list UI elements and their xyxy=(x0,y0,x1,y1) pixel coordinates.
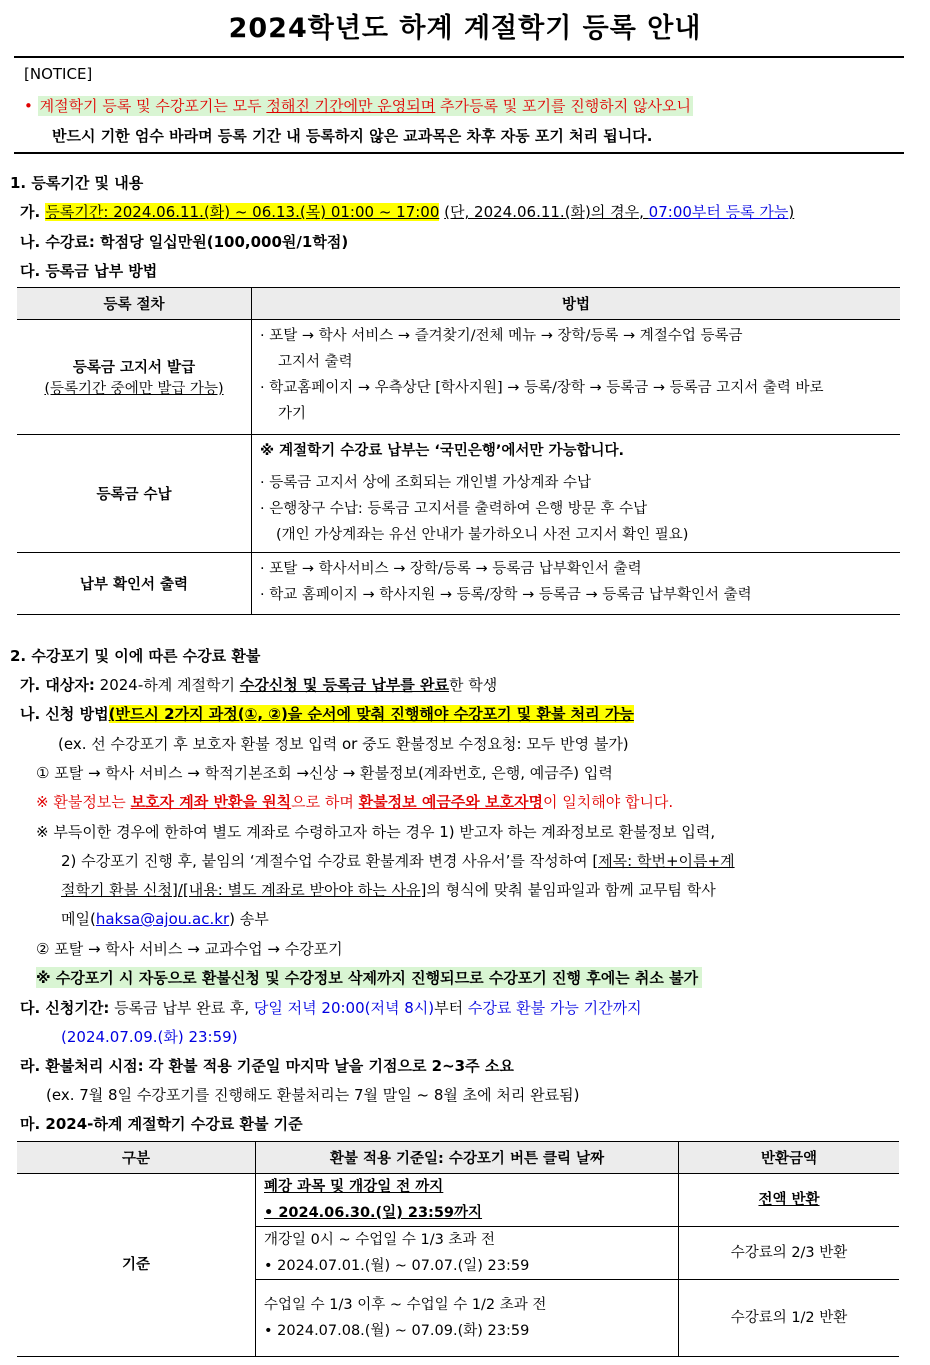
table-row xyxy=(17,435,900,553)
divider xyxy=(14,56,904,58)
s2-ga-label: 가. 대상자: xyxy=(20,676,95,694)
warning-2-line-3 xyxy=(61,879,716,900)
table-header: 방법 xyxy=(252,288,901,320)
warn1-b: 보호자 계좌 반환을 원칙 xyxy=(130,793,292,811)
table-cell xyxy=(256,1174,679,1227)
r2-line: · 등록금 고지서 상에 조회되는 개인별 가상계좌 수납 xyxy=(260,475,592,491)
s2-da-a: 등록금 납부 완료 후, xyxy=(109,999,254,1017)
table-cell xyxy=(17,320,252,435)
table-cell: 수강료의 1/2 반환 xyxy=(679,1280,900,1357)
r3-line: · 학교 홈페이지 → 학사지원 → 등록/장학 → 등록금 → 등록금 납부확인서 출력 xyxy=(260,587,752,603)
r1-line: 고지서 출력 xyxy=(278,354,353,370)
notice-line-1 xyxy=(24,95,904,116)
table-cell xyxy=(256,1227,679,1280)
table-cell: 기준 xyxy=(17,1174,256,1357)
s2-ga-line xyxy=(20,674,497,695)
s1-na: 나. 수강료: 학점당 일십만원(100,000원/1학점) xyxy=(20,233,349,251)
table-header: 환불 적용 기준일: 수강포기 버튼 클릭 날짜 xyxy=(256,1142,679,1174)
notice-line-2: 반드시 기한 엄수 바라며 등록 기간 내 등록하지 않은 교과목은 차후 자동 포기 처리 됩니다. xyxy=(52,127,653,145)
s2-na-example: (ex. 선 수강포기 후 보호자 환불 정보 입력 or 중도 환불정보 수정요청: 모두 반영 불가) xyxy=(58,735,629,753)
r2-date: • 2024.07.01.(월) ~ 07.07.(일) 23:59 xyxy=(264,1258,530,1274)
r1-date: • 2024.06.30.(일) 23:59까지 xyxy=(264,1205,483,1221)
warn1-e: 이 일치해야 합니다. xyxy=(542,793,674,811)
table-row xyxy=(17,320,900,435)
warn1-a: ※ 환불정보는 xyxy=(36,793,131,811)
s2-na-label: 나. 신청 방법 xyxy=(20,705,109,723)
s2-ma: 마. 2024-하계 계절학기 수강료 환불 기준 xyxy=(20,1115,303,1133)
r2-line: (개인 가상계좌는 유선 안내가 불가하오니 사전 고지서 확인 필요) xyxy=(276,527,689,543)
s2-na-line xyxy=(20,703,634,724)
r1-key: 등록금 고지서 발급 xyxy=(72,360,196,376)
s2-ga-text-a: 2024-하계 계절학기 xyxy=(94,676,240,694)
s2-da-line xyxy=(20,997,642,1018)
s2-ga-text-c: 한 학생 xyxy=(449,676,498,694)
r1-line: 가기 xyxy=(278,406,307,422)
s2-da-d: 수강료 환불 가능 기간까지 xyxy=(467,999,642,1017)
table-cell xyxy=(256,1280,679,1357)
s2-da-e: (2024.07.09.(화) 23:59) xyxy=(61,1028,238,1046)
table-cell: 등록금 수납 xyxy=(17,435,252,553)
payment-method-table xyxy=(17,287,900,615)
page-title: 2024학년도 하계 계절학기 등록 안내 xyxy=(228,13,702,44)
warn2-l4b: ) 송부 xyxy=(229,910,269,928)
r1-line: · 학교홈페이지 → 우측상단 [학사지원] → 등록/장학 → 등록금 → 등록금 고지서 출력 바로 xyxy=(260,380,824,396)
warn1-d: 환불정보 예금주와 보호자명 xyxy=(358,793,543,811)
warn2-l4a: 메일( xyxy=(61,910,96,928)
table-header: 등록 절차 xyxy=(17,288,252,320)
email-link[interactable]: haksa@ajou.ac.kr xyxy=(95,910,230,928)
table-cell xyxy=(252,553,901,615)
section-1-heading: 1. 등록기간 및 내용 xyxy=(10,174,144,192)
notice-bullet: • xyxy=(24,97,33,115)
divider xyxy=(14,152,904,154)
r2-criteria: 개강일 0시 ~ 수업일 수 1/3 초과 전 xyxy=(264,1232,496,1248)
s2-da-c: 부터 xyxy=(434,999,468,1017)
warning-2-line-2 xyxy=(61,850,735,871)
table-row xyxy=(17,1174,899,1227)
warning-3: ※ 수강포기 시 자동으로 환불신청 및 수강정보 삭제까지 진행되므로 수강포기 진행 후에는 취소 불가 xyxy=(36,967,702,988)
table-cell xyxy=(252,435,901,553)
refund-table xyxy=(17,1141,899,1357)
step-1: ① 포탈 → 학사 서비스 → 학적기본조회 →신상 → 환불정보(계좌번호, 은행, 예금주) 입력 xyxy=(36,764,613,782)
notice-text-a: 계절학기 등록 및 수강포기는 모두 xyxy=(39,97,267,115)
warn1-c: 으로 하며 xyxy=(291,793,359,811)
table-header: 구분 xyxy=(17,1142,256,1174)
s2-da-label: 다. 신청기간: xyxy=(20,999,110,1017)
table-cell: 전액 반환 xyxy=(679,1174,900,1227)
s2-na-highlight: (반드시 2가지 과정(①, ②)을 순서에 맞춰 진행해야 수강포기 및 환불 처리 가능 xyxy=(108,705,634,723)
warning-2-line-1: ※ 부득이한 경우에 한하여 별도 계좌로 수령하고자 하는 경우 1) 받고자 하는 계좌정보로 환불정보 입력, xyxy=(36,823,716,841)
warn2-l3a: 절학기 환불 신청]/[내용: 별도 계좌로 받아야 하는 사유] xyxy=(61,881,427,899)
s1-ga-note-a: (단, 2024.06.11.(화)의 경우, xyxy=(444,203,649,221)
notice-highlight xyxy=(38,96,693,116)
s1-ga-note-c: ) xyxy=(788,203,795,221)
step-2: ② 포탈 → 학사 서비스 → 교과수업 → 수강포기 xyxy=(36,940,343,958)
table-cell: 납부 확인서 출력 xyxy=(17,553,252,615)
section-2-heading: 2. 수강포기 및 이에 따른 수강료 환불 xyxy=(10,647,261,665)
table-row xyxy=(17,553,900,615)
r1-key-sub: (등록기간 중에만 발급 가능) xyxy=(44,381,224,397)
r3-criteria: 수업일 수 1/3 이후 ~ 수업일 수 1/2 초과 전 xyxy=(264,1297,547,1313)
s2-ra: 라. 환불처리 시점: 각 환불 적용 기준일 마지막 날을 기점으로 2~3주 소요 xyxy=(20,1057,514,1075)
s2-da-b: 당일 저녁 20:00(저녁 8시) xyxy=(253,999,435,1017)
s1-ga-note-b: 07:00부터 등록 가능 xyxy=(648,203,789,221)
notice-text-b: 정해진 기간에만 운영되며 xyxy=(266,97,436,115)
notice-text-c: 추가등록 및 포기를 진행하지 않사오니 xyxy=(435,97,691,115)
table-cell xyxy=(252,320,901,435)
s1-ga-prefix: 가. xyxy=(20,203,46,221)
s1-da: 다. 등록금 납부 방법 xyxy=(20,262,158,280)
r3-date: • 2024.07.08.(월) ~ 07.09.(화) 23:59 xyxy=(264,1323,530,1339)
s2-ra-example: (ex. 7월 8일 수강포기를 진행해도 환불처리는 7월 말일 ~ 8월 초에 처리 완료됨) xyxy=(46,1086,580,1104)
warn2-l2b: [제목: 학번+이름+계 xyxy=(592,852,735,870)
warning-1 xyxy=(36,791,673,812)
registration-period: 등록기간: 2024.06.11.(화) ~ 06.13.(목) 01:00 ~ 17:00 xyxy=(45,203,440,221)
r1-criteria: 폐강 과목 및 개강일 전 까지 xyxy=(264,1179,444,1195)
warn2-l2a: 2) 수강포기 진행 후, 붙임의 ‘계절수업 수강료 환불계좌 변경 사유서’를 작성하여 xyxy=(61,852,593,870)
table-cell: 수강료의 2/3 반환 xyxy=(679,1227,900,1280)
warning-2-line-4 xyxy=(61,908,269,929)
s1-ga-line xyxy=(20,201,794,222)
s2-ga-text-b: 수강신청 및 등록금 납부를 완료 xyxy=(239,676,449,694)
r2-line: ※ 계절학기 수강료 납부는 ‘국민은행’에서만 가능합니다. xyxy=(260,443,625,459)
r3-line: · 포탈 → 학사서비스 → 장학/등록 → 등록금 납부확인서 출력 xyxy=(260,561,642,577)
table-header: 반환금액 xyxy=(679,1142,900,1174)
warn2-l3b: 의 형식에 맞춰 붙임파일과 함께 교무팀 학사 xyxy=(426,881,716,899)
r1-line: · 포탈 → 학사 서비스 → 즐겨찾기/전체 메뉴 → 장학/등록 → 계절수업 등록금 xyxy=(260,328,743,344)
notice-label: [NOTICE] xyxy=(24,65,93,83)
r2-line: · 은행창구 수납: 등록금 고지서를 출력하여 은행 방문 후 수납 xyxy=(260,501,648,517)
